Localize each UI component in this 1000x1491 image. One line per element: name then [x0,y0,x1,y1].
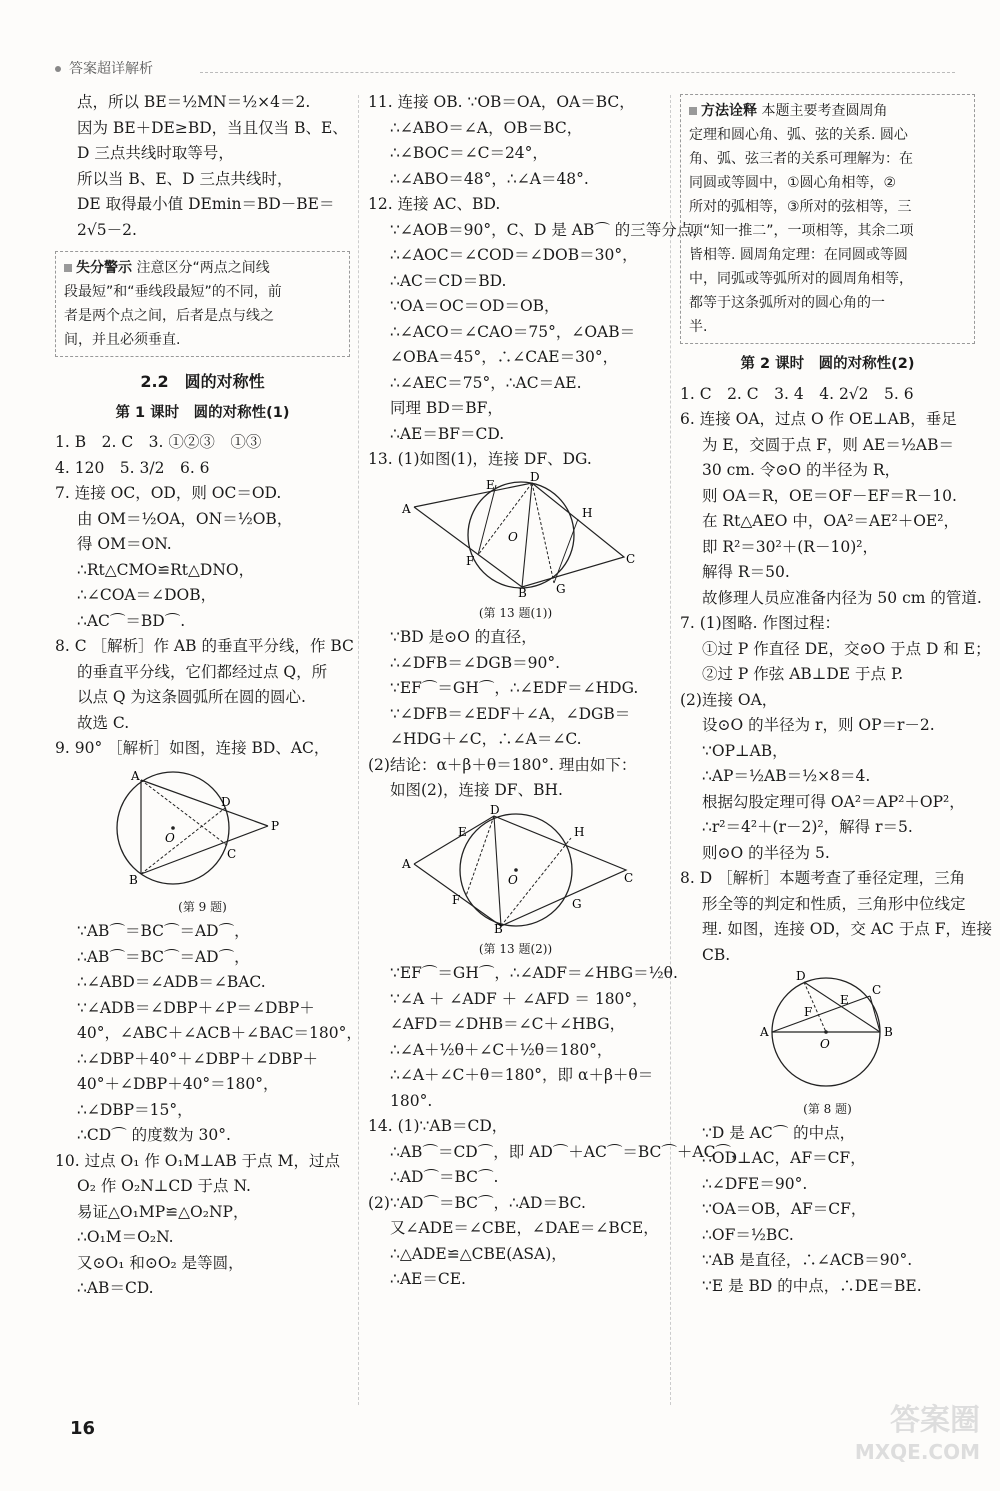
text-line: 同理 BD＝BF， [390,399,503,417]
text-line: ∵E 是 BD 的中点，∴DE＝BE. [702,1276,922,1295]
text-line: ∴∠AEC＝75°，∴AC＝AE. [390,373,582,392]
figure-13-2-diagram [396,802,636,936]
text-line: ∴∠DFE＝90°. [702,1174,808,1193]
text-line: 易证△O₁MP≌△O₂NP， [77,1202,249,1221]
footer-url: MXQE.COM [854,1440,980,1464]
text-line: 所以当 B、E、D 三点共线时， [77,169,293,188]
text-line: ∠HDG＋∠C，∴∠A＝∠C. [390,730,582,748]
col2-block-3 [368,961,747,1293]
text-line: ∴△ADE≌△CBE(ASA)， [390,1244,567,1263]
figure-9-diagram [103,766,303,891]
warning-box [55,251,350,357]
figure-13-1-caption: (第 13 题(1)) [478,606,553,620]
fig9-label-a: A [130,768,140,783]
fig13b-label-g: G [571,896,582,911]
text-line: ∴OD⊥AC，AF＝CF， [702,1149,866,1167]
text-line: 7. (1)图略. 作图过程： [680,614,841,632]
fig13a-label-c: C [625,551,635,566]
fig8-label-c: C [871,983,881,997]
text-line: ∠OBA＝45°，∴∠CAE＝30°， [390,348,619,366]
figure-13-2-caption: (第 13 题(2)) [478,942,553,956]
fig8-label-a: A [759,1025,769,1039]
text-line: ∴AE＝CE. [390,1270,466,1288]
column-3 [680,90,993,1299]
box-text-line: 皆相等. 圆周角定理：在同圆或等圆 [689,247,908,263]
text-line: (2)结论：α＋β＋θ＝180°. 理由如下： [368,755,637,774]
text-line: 2√5－2. [77,220,137,239]
text-line: 的垂直平分线，它们都经过点 Q，所 [77,662,328,681]
text-line: ∵∠AOB＝90°，C、D 是 AB⌒ 的三等分点， [390,220,708,239]
fig8-label-e: E [839,993,849,1007]
text-line: 13. (1)如图(1)，连接 DF、DG. [368,450,592,468]
text-line: ∵∠A ＋ ∠ADF ＋ ∠AFD ＝ 180°， [390,989,648,1008]
text-line: ∴∠AOC＝∠COD＝∠DOB＝30°， [390,246,638,264]
column-1 [55,90,362,1302]
method-tag: 方法诠释 [689,103,757,119]
fig13b-label-d: D [489,802,500,817]
text-line: 为 E，交圆于点 F，则 AE＝½AB＝ [702,435,954,454]
text-line: ∴∠A＋½θ＋∠C＋½θ＝180°， [390,1040,613,1059]
text-line: ∴∠ABD＝∠ADB＝∠BAC. [77,973,266,991]
method-box [680,94,975,344]
box-text-line: 同圆或等圆中，①圆心角相等，② [689,175,897,191]
text-line: 如图(2)，连接 DF、BH. [390,781,563,799]
text-line: ∴CD⌒ 的度数为 30°. [77,1126,231,1144]
box-text-line: 者是两个点之间，后者是点与线之 [64,308,274,324]
col1-block-3 [55,919,362,1302]
col3-block-1 [680,382,993,969]
lesson-title: 第 1 课时 圆的对称性(1) [115,404,290,421]
fig13b-label-h: H [573,824,584,839]
text-line: ∵OP⊥AB， [702,741,788,760]
box-text-line: 注意区分“两点之间线 [136,260,270,276]
figure-9 [55,766,350,916]
text-line: 30 cm. 令⊙O 的半径为 R， [702,461,901,479]
text-line: 9. 90° ［解析］如图，连接 BD、AC， [55,739,330,757]
text-line: ∵D 是 AC⌒ 的中点， [702,1123,856,1142]
fig9-label-d: D [220,794,231,809]
text-line: 因为 BE＋DE≥BD，当且仅当 B、E、 [77,118,348,137]
text-line: 40°＋∠DBP＋40°＝180°， [77,1075,279,1093]
fig13a-label-h: H [581,505,592,520]
text-line: ∵∠ADB＝∠DBP＋∠P＝∠DBP＋ [77,998,315,1017]
text-line: 得 OM＝ON. [77,535,172,553]
text-line: ∵OA＝OC＝OD＝OB， [390,297,560,315]
fig13a-label-f: F [465,553,474,568]
text-line: 1. C 2. C 3. 4 4. 2√2 5. 6 [680,384,914,403]
box-text-line: 段最短”和“垂线段最短”的不同，前 [64,284,282,300]
fig13a-label-b: B [517,585,527,600]
text-line: ∴O₁M＝O₂N. [77,1228,174,1246]
col2-block-2 [368,625,663,804]
text-line: ∴AB⌒＝CD⌒，即 AD⌒＋AC⌒＝BC⌒＋AC⌒， [390,1142,747,1161]
text-line: ∴AB⌒＝BC⌒＝AD⌒， [77,947,250,966]
fig8-label-d: D [795,969,806,983]
text-line: ∴∠BOC＝∠C＝24°， [390,144,548,162]
text-line: ∴∠COA＝∠DOB， [77,586,217,604]
fig13a-label-d: D [529,469,540,484]
text-line: ∵OA＝OB，AF＝CF， [702,1200,867,1218]
figure-13-1-diagram [396,469,636,600]
text-line: ∴∠A＋∠C＋θ＝180°，即 α＋β＋θ＝ [390,1066,654,1084]
text-line: CB. [702,945,731,964]
header-title: 答案超详解析 [55,58,153,78]
text-line: 1. B 2. C 3. ①②③ ①③ [55,433,262,451]
text-line: 故选 C. [77,713,130,732]
text-line: ∴AD⌒＝BC⌒. [390,1168,499,1186]
text-line: ∴AB＝CD. [77,1279,154,1297]
fig13a-label-a: A [401,501,411,516]
text-line: 根据勾股定理可得 OA²＝AP²＋OP²， [702,792,965,811]
bullet-icon [55,66,61,72]
fig13a-label-e: E [485,477,495,492]
text-line: 点，所以 BE＝½MN＝½×4＝2. [77,93,311,111]
text-line: 4. 120 5. 3/2 6. 6 [55,458,210,477]
text-line: ∴AC＝CD＝BD. [390,271,507,290]
box-text-line: 项“知一推二”，一项相等，其余二项 [689,223,914,239]
warning-tag: 失分警示 [64,260,132,276]
text-line: 又∠ADE＝∠CBE，∠DAE＝∠BCE， [390,1219,659,1237]
fig13a-label-o: O [507,529,518,544]
fig13b-label-a: A [401,856,411,871]
text-line: ∵EF⌒＝GH⌒，∴∠ADF＝∠HBG＝½θ. [390,964,678,982]
text-line: 14. (1)∵AB＝CD， [368,1117,508,1135]
text-line: 180°. [390,1091,433,1110]
text-line: 40°，∠ABC＋∠ACB＋∠BAC＝180°， [77,1024,362,1042]
text-line: 解得 R＝50. [702,563,790,581]
figure-8 [680,969,975,1117]
text-line: 形全等的判定和性质，三角形中位线定 [702,894,966,913]
fig9-label-c: C [226,846,236,861]
text-line: 由 OM＝½OA，ON＝½OB， [77,509,293,528]
text-line: 8. D ［解析］本题考查了垂径定理，三角 [680,869,966,887]
fig13b-label-c: C [623,870,633,885]
text-line: ①过 P 作直径 DE，交⊙O 于点 D 和 E； [702,639,991,658]
text-line: 以点 Q 为这条圆弧所在圆的圆心. [77,688,306,706]
text-line: ∵EF⌒＝GH⌒，∴∠EDF＝∠HDG. [390,679,639,697]
text-line: ∴∠DBP＋40°＋∠DBP＋∠DBP＋ [77,1049,319,1068]
fig9-label-p: P [270,818,279,833]
fig13b-label-b: B [493,921,503,936]
text-line: 12. 连接 AC、BD. [368,195,501,213]
col3-block-2 [680,1121,975,1300]
text-line: ②过 P 作弦 AB⊥DE 于点 P. [702,665,904,683]
column-divider-1 [358,95,359,1405]
box-text-line: 中，同弧或等弧所对的圆周角相等， [689,271,913,287]
text-line: 则 OA＝R，OE＝OF－EF＝R－10. [702,486,957,505]
text-line: 8. C ［解析］作 AB 的垂直平分线，作 BC [55,637,354,655]
square-icon [689,107,697,115]
text-line: 又⊙O₁ 和⊙O₂ 是等圆， [77,1253,244,1272]
text-line: 设⊙O 的半径为 r，则 OP＝r－2. [702,716,935,734]
fig13a-label-g: G [555,581,566,596]
text-line: ∵AB 是直径，∴∠ACB＝90°. [702,1251,913,1269]
section-title: 2.2 圆的对称性 [140,372,265,391]
box-text-line: 定理和圆心角、弧、弦的关系. 圆心 [689,127,908,143]
text-line: D 三点共线时取等号， [77,144,234,162]
figure-8-diagram [738,969,918,1092]
text-line: 则⊙O 的半径为 5. [702,843,830,862]
text-line: ∠AFD＝∠DHB＝∠C＋∠HBG， [390,1015,626,1033]
text-line: ∴Rt△CMO≌Rt△DNO， [77,560,255,579]
fig8-label-o: O [819,1037,830,1051]
col1-block-1 [55,90,350,243]
box-text-line: 都等于这条弧所对的圆心角的一 [689,295,885,311]
fig9-label-b: B [128,872,138,887]
text-line: 故修理人员应准备内径为 50 cm 的管道. [702,588,982,607]
box-text-line: 角、弧、弦三者的关系可理解为：在 [689,151,913,167]
box-text-line: 半. [689,319,708,335]
text-line: ∴OF＝½BC. [702,1225,794,1244]
text-line: ∴r²＝4²＋(r－2)²，解得 r＝5. [702,818,913,836]
method-text [689,103,914,335]
text-line: ∴∠DBP＝15°， [77,1100,193,1119]
text-line: ∵BD 是⊙O 的直径， [390,628,537,646]
fig8-label-b: B [883,1025,893,1039]
text-line: (2)连接 OA， [680,690,778,709]
text-line: ∴AP＝½AB＝½×8＝4. [702,767,871,785]
text-line: ∴∠ACO＝∠CAO＝75°，∠OAB＝ [390,322,636,341]
figure-9-caption: (第 9 题) [178,900,227,914]
figure-13-1 [368,469,663,622]
text-line: 7. 连接 OC，OD，则 OC＝OD. [55,484,282,502]
text-line: ∴∠ABO＝∠A，OB＝BC， [390,118,583,137]
square-icon [64,264,72,272]
fig8-label-f: F [803,1005,812,1019]
box-text-line: 本题主要考查圆周角 [761,103,888,119]
box-text-line: 所对的弧相等，③所对的弦相等，三 [689,199,912,215]
figure-13-2 [368,802,663,958]
col1-block-2 [55,430,354,762]
text-line: 11. 连接 OB. ∵OB＝OA，OA＝BC， [368,93,635,111]
page-number: 16 [70,1418,96,1439]
box-text-line: 间，并且必须垂直. [64,332,181,348]
col2-block-1 [368,90,708,473]
text-line: O₂ 作 O₂N⊥CD 于点 N. [77,1177,251,1195]
text-line: 即 R²＝30²＋(R－10)²， [702,537,878,556]
fig13b-label-o: O [507,872,518,887]
text-line: 10. 过点 O₁ 作 O₁M⊥AB 于点 M，过点 [55,1151,340,1170]
text-line: ∵AB⌒＝BC⌒＝AD⌒， [77,922,250,940]
text-line: ∴∠DFB＝∠DGB＝90°. [390,653,561,672]
lesson-title-2: 第 2 课时 圆的对称性(2) [740,356,915,372]
fig9-label-o: O [164,830,175,845]
fig13b-label-e: E [457,824,467,839]
fig13b-label-f: F [451,892,460,907]
figure-8-caption: (第 8 题) [803,1101,852,1116]
text-line: ∴∠ABO＝48°，∴∠A＝48°. [390,169,589,188]
text-line: DE 取得最小值 DEmin＝BD－BE＝ [77,195,335,213]
text-line: (2)∵AD⌒＝BC⌒，∴AD＝BC. [368,1193,586,1212]
text-line: 6. 连接 OA，过点 O 作 OE⊥AB，垂足 [680,410,957,428]
column-divider-2 [670,95,671,1405]
header-rule [200,72,955,73]
text-line: ∵∠DFB＝∠EDF＋∠A，∠DGB＝ [390,704,631,723]
footer-watermark: 答案圈 [890,1403,980,1438]
text-line: 在 Rt△AEO 中，OA²＝AE²＋OE²， [702,512,959,530]
text-line: 理. 如图，连接 OD，交 AC 于点 F，连接 [702,920,993,938]
text-line: ∴AC⌒＝BD⌒. [77,611,186,630]
text-line: ∴AE＝BF＝CD. [390,424,505,443]
